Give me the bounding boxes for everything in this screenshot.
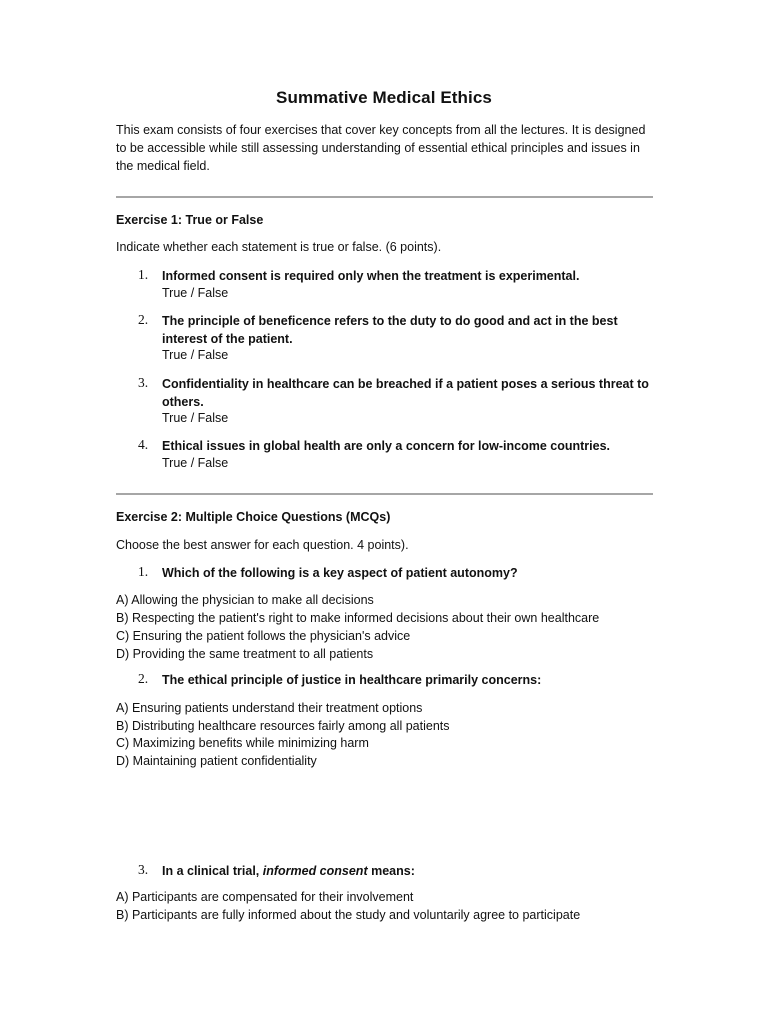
- tf-answer-choices: True / False: [162, 411, 229, 425]
- tf-statement: Informed consent is required only when the treatment is experimental.: [162, 269, 580, 283]
- mcq-option: D) Providing the same treatment to all patients: [116, 647, 374, 661]
- tf-answer-choices: True / False: [162, 456, 229, 470]
- mcq-option: A) Ensuring patients understand their treatment options: [116, 701, 423, 715]
- item-number: 4.: [138, 437, 149, 452]
- mcq-option: A) Participants are compensated for their involvement: [116, 890, 414, 904]
- item-number: 3.: [138, 375, 149, 390]
- tf-answer-choices: True / False: [162, 348, 229, 362]
- mcq-question-text: Which of the following is a key aspect of patient autonomy?: [162, 566, 518, 580]
- mcq-option: C) Ensuring the patient follows the physician's advice: [116, 629, 411, 643]
- mcq-option: D) Maintaining patient confidentiality: [116, 754, 317, 768]
- mcq-option: B) Participants are fully informed about the study and voluntarily agree to participate: [116, 908, 581, 922]
- exercise-2-instruction: Choose the best answer for each question. 4 points).: [116, 538, 409, 552]
- item-number: 2.: [138, 312, 149, 327]
- mcq-option: A) Allowing the physician to make all decisions: [116, 593, 374, 607]
- tf-statement: The principle of beneficence refers to the duty to do good and act in the best interest of the patient.: [162, 314, 618, 346]
- intro-paragraph: This exam consists of four exercises that cover key concepts from all the lectures. It is designed to be accessible while still assessing understanding of essential ethical principles and issues in the medical field.: [116, 123, 646, 173]
- question-text-suffix: means:: [367, 864, 415, 878]
- question-text-emphasis: informed consent: [262, 864, 368, 878]
- item-number: 2.: [138, 671, 149, 686]
- tf-answer-choices: True / False: [162, 286, 229, 300]
- item-number: 1.: [138, 564, 149, 579]
- page-title: Summative Medical Ethics: [276, 88, 492, 107]
- tf-statement: Confidentiality in healthcare can be breached if a patient poses a serious threat to others.: [162, 377, 649, 409]
- tf-statement: Ethical issues in global health are only a concern for low-income countries.: [162, 439, 611, 453]
- exercise-2-heading: Exercise 2: Multiple Choice Questions (MCQs): [116, 510, 391, 524]
- mcq-question-text: [162, 862, 652, 880]
- exercise-1-heading: Exercise 1: True or False: [116, 213, 264, 227]
- section-divider: [116, 196, 653, 198]
- question-text-prefix: In a clinical trial,: [162, 864, 263, 878]
- mcq-option: B) Distributing healthcare resources fairly among all patients: [116, 719, 450, 733]
- section-divider: [116, 493, 653, 495]
- item-number: 1.: [138, 267, 149, 282]
- mcq-option: C) Maximizing benefits while minimizing harm: [116, 736, 369, 750]
- exercise-1-instruction: Indicate whether each statement is true or false. (6 points).: [116, 240, 442, 254]
- mcq-question-text: The ethical principle of justice in healthcare primarily concerns:: [162, 673, 542, 687]
- mcq-option: B) Respecting the patient's right to make informed decisions about their own healthcare: [116, 611, 600, 625]
- item-number: 3.: [138, 862, 149, 877]
